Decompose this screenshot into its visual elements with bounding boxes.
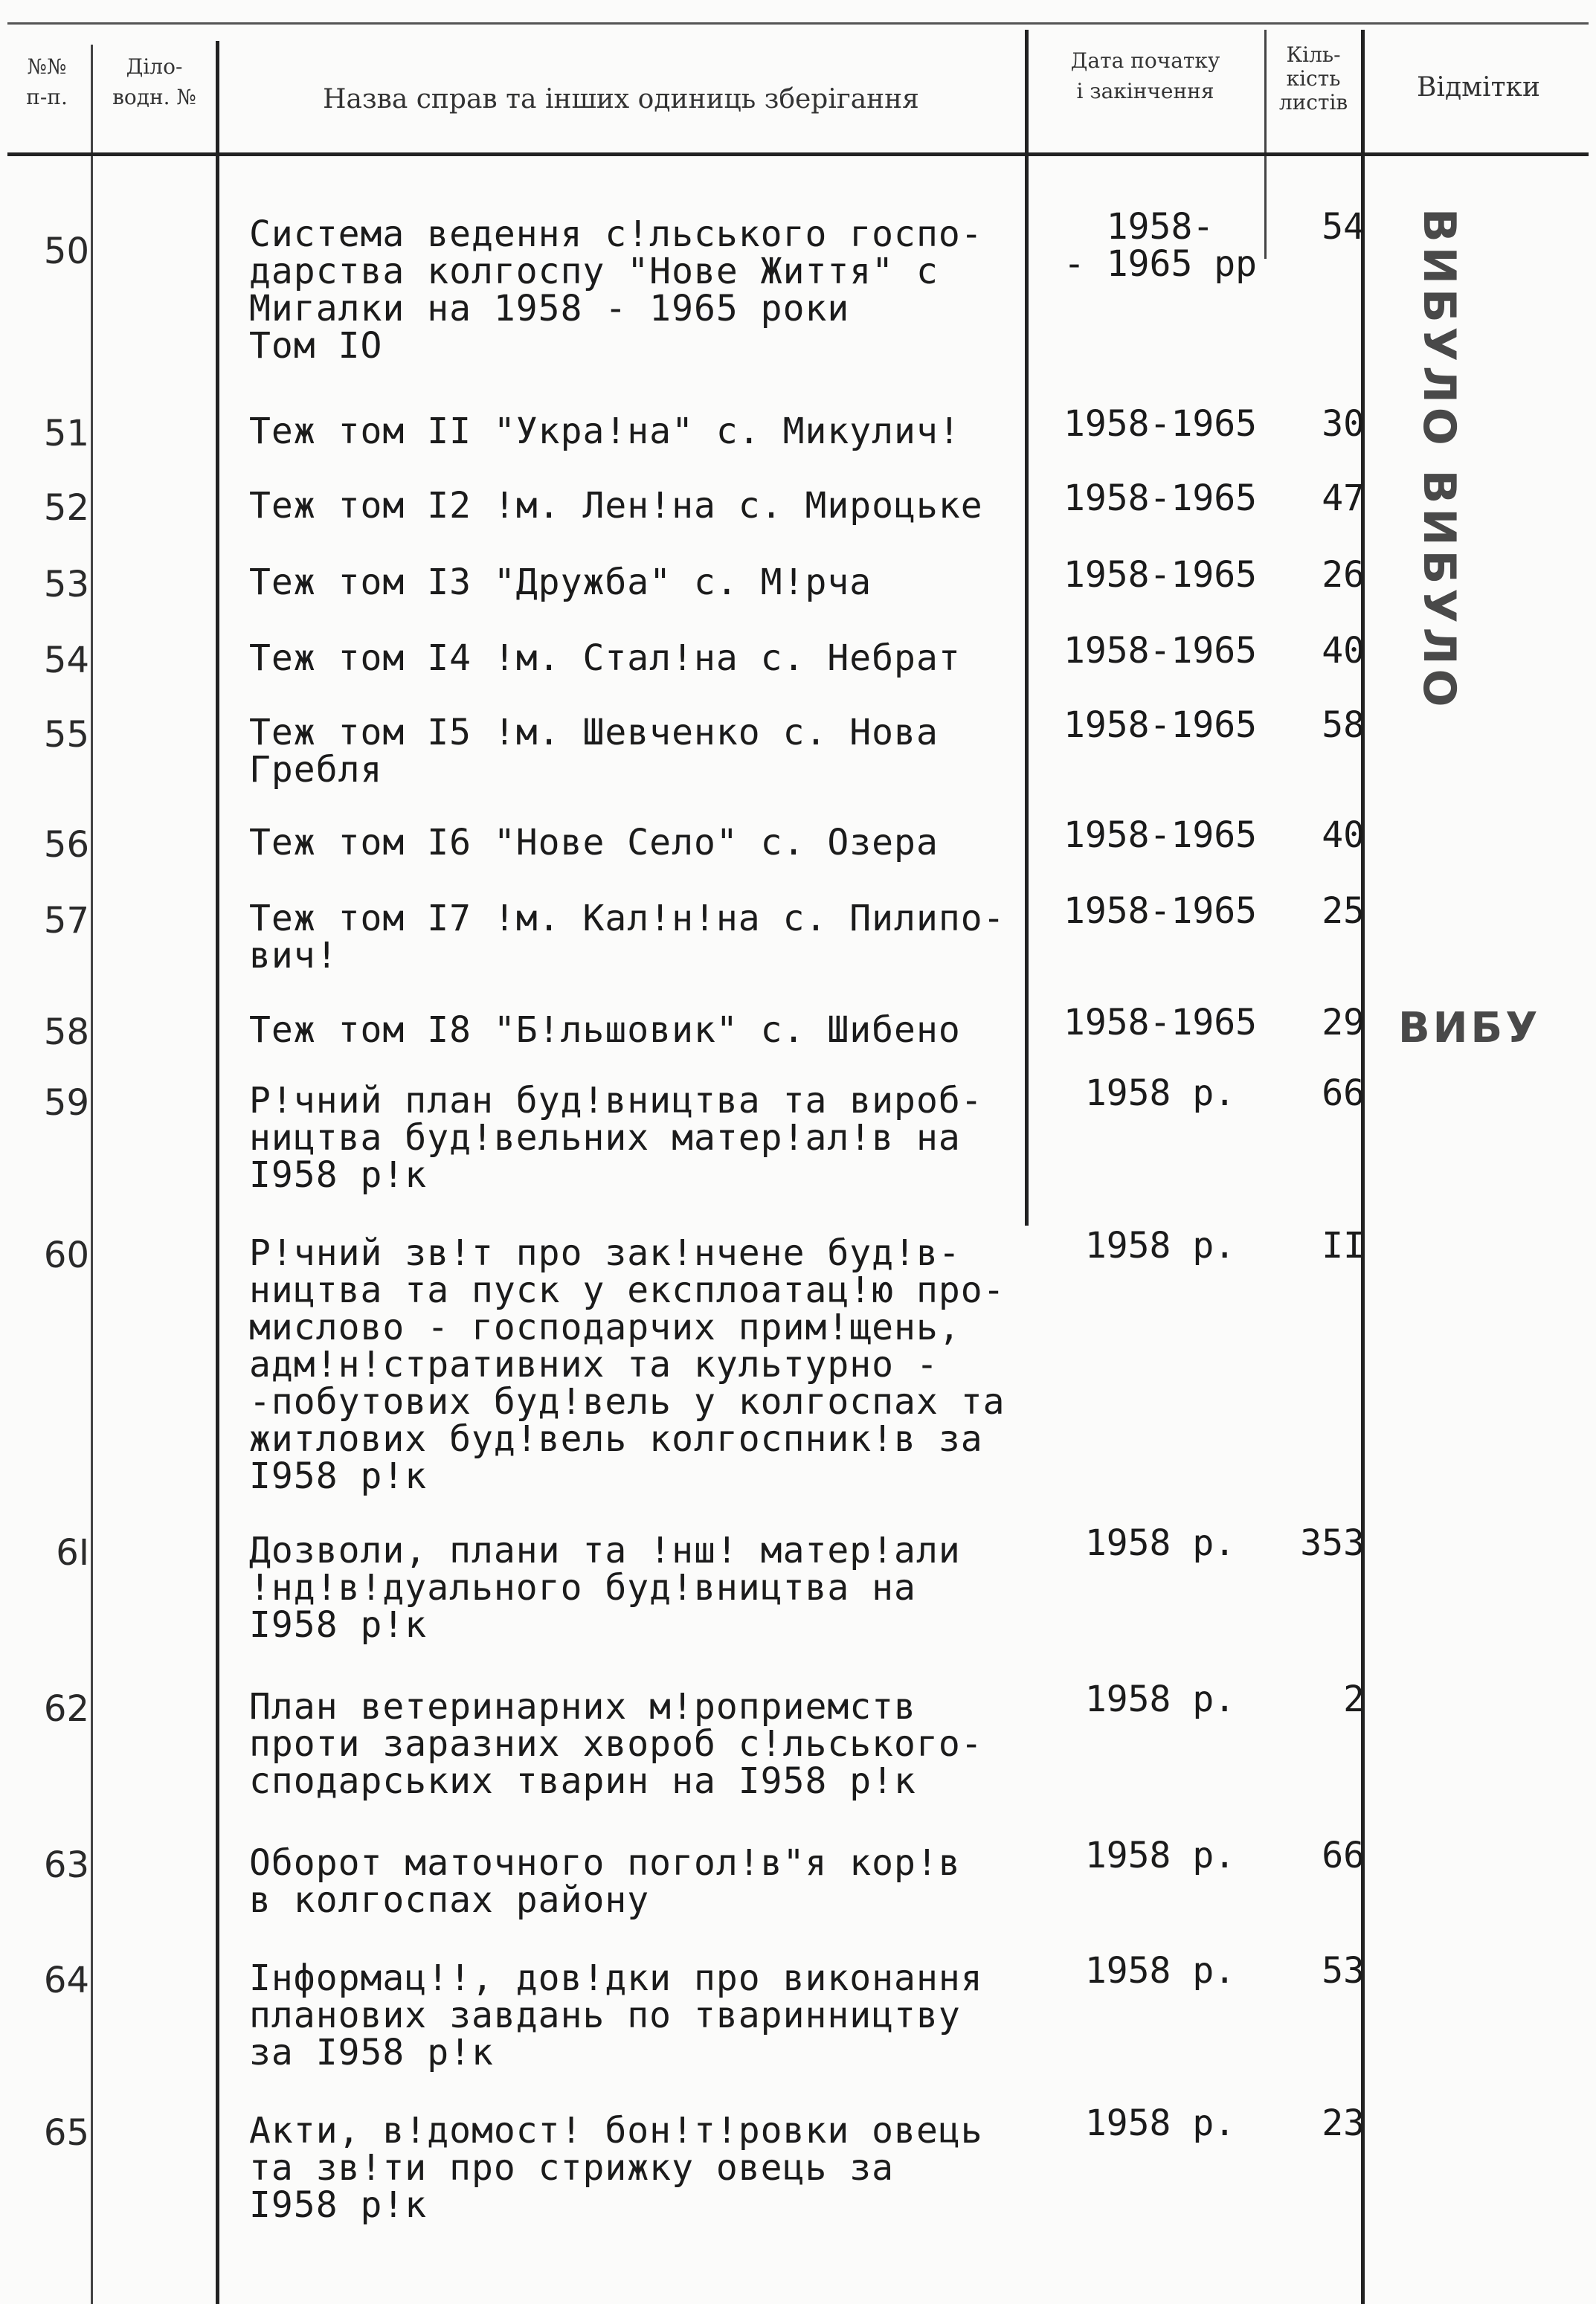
row-sheet-count: 40 xyxy=(1322,630,1365,672)
row-title: Теж том I5 !м. Шевченко с. Нова Гребля xyxy=(249,712,939,791)
row-title: Теж том I4 !м. Стал!на с. Небрат xyxy=(249,637,961,679)
row-dates: 1958-1965 xyxy=(1063,1002,1258,1043)
row-dates: 1958-1965 xyxy=(1063,704,1258,746)
row-title: Дозволи, плани та !нш! матер!али !нд!в!дуального буд!вництва на I958 р!к xyxy=(249,1530,961,1646)
row-number: 58 xyxy=(43,1011,89,1053)
row-number: 55 xyxy=(43,714,89,756)
row-sheet-count: 29 xyxy=(1322,1002,1365,1043)
row-sheet-count: 66 xyxy=(1322,1835,1365,1876)
row-sheet-count: 25 xyxy=(1322,890,1365,932)
row-sheet-count: 58 xyxy=(1322,704,1365,746)
row-number: 6I xyxy=(56,1532,89,1574)
row-number: 60 xyxy=(43,1235,89,1276)
row-dates: 1958 р. xyxy=(1084,1679,1236,1720)
row-dates: 1958 р. xyxy=(1084,1522,1236,1564)
header-col-notes: Відмітки xyxy=(1416,72,1541,103)
row-number: 54 xyxy=(43,640,89,681)
withdrawn-stamp: ВИБУЛО ВИБУЛО xyxy=(1413,208,1465,712)
row-title: Р!чний зв!т про зак!нчене буд!в- ництва та пуск у експлоатац!ю про- мислово - господарчих прим!щень, адм!н!стративних та культурно - -побутових буд!вель у колгоспах та житлових буд!вель колгоспник!в за I958 р!к xyxy=(249,1232,1005,1497)
header-col-office: Діло- водн. № xyxy=(112,54,196,109)
row-title: Теж том I8 "Б!льшовик" с. Шибено xyxy=(249,1009,961,1051)
row-title: Р!чний план буд!вництва та вироб- ництва буд!вельних матер!ал!в на I958 р!к xyxy=(249,1080,983,1196)
row-sheet-count: 54 xyxy=(1322,206,1365,248)
row-number: 53 xyxy=(43,564,89,605)
row-sheet-count: 53 xyxy=(1322,1950,1365,1992)
row-number: 51 xyxy=(43,413,89,454)
row-title: Акти, в!домост! бон!т!ровки овець та зв!ти про стрижку овець за I958 р!к xyxy=(249,2110,983,2226)
row-number: 50 xyxy=(43,231,89,272)
row-title: Теж том I3 "Дружба" с. М!рча xyxy=(249,561,872,603)
row-sheet-count: II xyxy=(1322,1225,1365,1267)
row-number: 65 xyxy=(43,2112,89,2154)
row-dates: 1958-1965 xyxy=(1063,403,1258,445)
rule-after-office xyxy=(216,41,219,2304)
row-number: 64 xyxy=(43,1960,89,2001)
row-dates: 1958 р. xyxy=(1084,1225,1236,1267)
row-sheet-count: 30 xyxy=(1322,403,1365,445)
row-dates: 1958-1965 xyxy=(1063,814,1258,856)
row-title: Теж том II "Укра!на" с. Микулич! xyxy=(249,411,961,452)
row-number: 57 xyxy=(43,900,89,942)
row-number: 56 xyxy=(43,824,89,866)
row-sheet-count: 40 xyxy=(1322,814,1365,856)
row-dates: 1958 р. xyxy=(1084,1950,1236,1992)
row-number: 63 xyxy=(43,1844,89,1886)
row-dates: 1958 р. xyxy=(1084,2102,1236,2144)
row-title: Теж том I6 "Нове Село" с. Озера xyxy=(249,822,939,863)
row-sheet-count: 23 xyxy=(1322,2102,1365,2144)
header-col-title: Назва справ та інших одиниць зберігання xyxy=(323,84,919,115)
row-title: План ветеринарних м!роприемств проти заразних хвороб с!льського- сподарських тварин на I958 р!к xyxy=(249,1686,983,1802)
rule-header-bottom xyxy=(7,152,1589,156)
row-title: Система ведення с!льського госпо- дарства колгоспу "Нове Життя" с Мигалки на 1958 - 1965 роки Том IO xyxy=(249,213,983,367)
row-dates: 1958 р. xyxy=(1084,1835,1236,1876)
row-title: Теж том I2 !м. Лен!на с. Мироцьке xyxy=(249,485,983,527)
row-dates: 1958-1965 xyxy=(1063,477,1258,519)
rule-after-no xyxy=(91,45,93,2304)
withdrawn-stamp-partial: ВИБУ xyxy=(1398,1004,1541,1052)
row-title: Інформац!!, дов!дки про виконання планових завдань по тваринництву за I958 р!к xyxy=(249,1957,983,2073)
row-dates: 1958-1965 xyxy=(1063,554,1258,596)
header-col-dates: Дата початку і закінчення xyxy=(1070,48,1220,103)
row-sheet-count: 47 xyxy=(1322,477,1365,519)
row-sheet-count: 2 xyxy=(1343,1679,1365,1720)
header-col-no: №№ п-п. xyxy=(26,54,68,109)
row-number: 59 xyxy=(43,1082,89,1124)
row-dates: 1958 р. xyxy=(1084,1072,1236,1114)
row-dates: 1958-1965 xyxy=(1063,890,1258,932)
rule-top xyxy=(7,22,1589,25)
row-sheet-count: 26 xyxy=(1322,554,1365,596)
row-dates: 1958- - 1965 рр xyxy=(1063,206,1258,285)
row-number: 52 xyxy=(43,487,89,529)
row-sheet-count: 66 xyxy=(1322,1072,1365,1114)
row-number: 62 xyxy=(43,1688,89,1730)
row-title: Оборот маточного погол!в"я кор!в в колгоспах району xyxy=(249,1842,961,1921)
row-dates: 1958-1965 xyxy=(1063,630,1258,672)
row-sheet-count: 353 xyxy=(1300,1522,1365,1564)
row-title: Теж том I7 !м. Кал!н!на с. Пилипо- вич! xyxy=(249,898,1005,976)
header-col-sheets: Кіль- кість листів xyxy=(1278,42,1348,115)
